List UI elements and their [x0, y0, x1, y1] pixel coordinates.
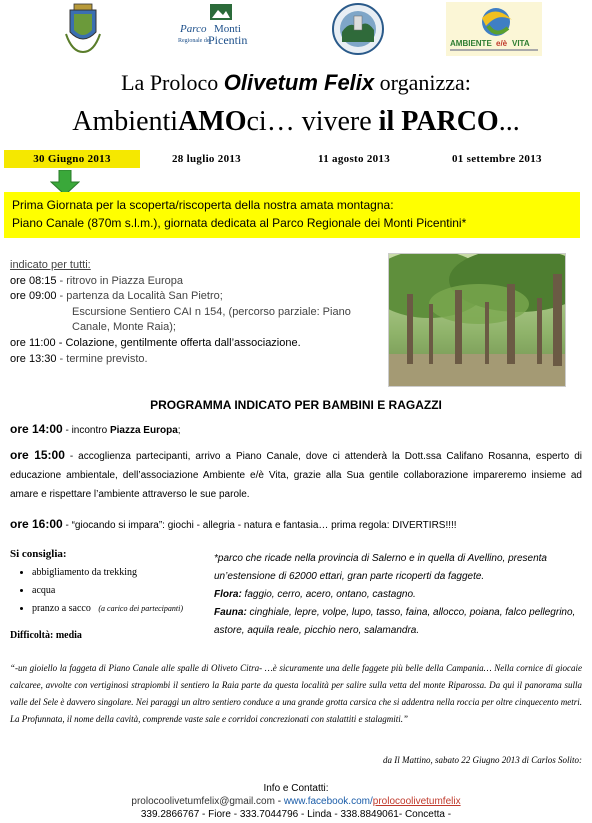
svg-text:AMBIENTE: AMBIENTE — [450, 39, 492, 48]
schedule-list — [10, 258, 382, 367]
advice-header: Si consiglia: — [10, 548, 67, 560]
schedule-row: ore 09:00 - partenza da Località San Pietro; — [10, 290, 223, 303]
circular-seal-logo — [330, 2, 386, 56]
park-note: *parco che ricade nella provincia di Salerno e in quella di Avellino, presenta un’estensione di 62000 ettari, gran parte ricoperti da faggete. Flora: faggio, cerro, acero, ontano, castagno. Fauna: cinghiale, lepre, volpe, lupo, tasso, faina, allocco, poiana, falco pellegrino, astore, aquila reale, picchio nero, salamandra. — [214, 553, 576, 636]
svg-text:VITA: VITA — [512, 39, 530, 48]
schedule-row: Escursione Sentiero CAI n 154, (percorso parziale: Piano — [72, 305, 351, 318]
headline-event-title: AmbientiAMOci… vivere il PARCO... — [72, 106, 520, 137]
difficulty-level: Difficoltà: media — [10, 630, 82, 641]
intro-line-2: Piano Canale (870m s.l.m.), giornata dedicata al Parco Regionale dei Monti Picentini* — [12, 216, 467, 230]
contacts-title: Info e Contatti: — [263, 783, 329, 794]
intro-line-1: Prima Giornata per la scoperta/riscoperta della nostra amata montagna: — [12, 198, 394, 212]
advice-section — [10, 548, 210, 618]
schedule-row: ore 13:30 - termine previsto. — [10, 352, 148, 365]
event-dates — [0, 150, 592, 170]
svg-text:Regionale dei: Regionale dei — [178, 38, 212, 44]
advice-item: • pranzo a sacco (a carico dei partecipanti) — [32, 600, 210, 618]
email-link[interactable]: prolocoolivetumfelix@gmail.com — [131, 796, 275, 807]
program-title: PROGRAMMA INDICATO PER BAMBINI E RAGAZZI — [150, 398, 442, 412]
ambiente-e-vita-logo — [446, 2, 542, 56]
svg-text:Picentini: Picentini — [208, 33, 248, 47]
schedule-header: indicato per tutti: — [10, 259, 91, 271]
contacts-section: Info e Contatti: prolocoolivetumfelix@gmail.com - www.facebook.com/prolocoolivetumfelix 339.2866767 - Fiore - 333.7044796 - Linda - 338.8849061- Concetta - — [0, 782, 592, 821]
intro-highlight-box — [4, 192, 580, 238]
schedule-row: Canale, Monte Raia); — [72, 321, 176, 334]
date-item: 11 agosto 2013 — [318, 153, 391, 165]
headline-organizer: La Proloco Olivetum Felix organizza: — [121, 70, 471, 95]
advice-item: • acqua — [32, 582, 210, 600]
newspaper-quote: “-un gioiello la faggeta di Piano Canale alle spalle di Oliveto Citra- …è sicuramente una delle faggete più belle della Campania… Nella cornice di giocaie calcaree, avvolte con vertiginosi strapiombi il sentiero la Raia parte da questa località per salire sulla vetta del monte Riparossa. Da qui il panorama sulla valle del Sele è davvero singolare. Nei paraggi un altro sentiero conduce a una grande grotta carsica che si addentra nella roccia per oltre cinquecento metri. La Profunnata, il nome della cavità, comprende vaste sale e corridoi concrezionati con stalattiti e stalagmiti.” — [10, 663, 582, 724]
program-item: ore 16:00 - “giocando si impara”: giochi - allegria - natura e fantasia… prima regola: DIVERTIRS!!!! — [10, 517, 457, 531]
phone-numbers: 339.2866767 - Fiore - 333.7044796 - Linda - 338.8849061- Concetta - — [140, 809, 452, 820]
beech-forest-photo — [388, 253, 566, 387]
schedule-row: ore 08:15 - ritrovo in Piazza Europa — [10, 274, 184, 287]
monti-logo-text: Monti — [214, 23, 241, 35]
advice-list — [10, 564, 210, 618]
svg-text:e/è: e/è — [496, 39, 508, 48]
advice-item: • abbigliamento da trekking — [32, 564, 210, 582]
schedule-row: ore 11:00 - Colazione, gentilmente offerta dall’associazione. — [10, 336, 301, 349]
brand-name: Olivetum Felix — [223, 70, 375, 95]
quote-source: da Il Mattino, sabato 22 Giugno 2013 di Carlos Solito: — [382, 755, 582, 765]
program-item: ore 15:00 - accoglienza partecipanti, arrivo a Piano Canale, dove ci attenderà la Dott.ssa Califano Rosanna, esperto di educazione ambientale, dell’associazione Ambiente e/è Vita, grazie alla Sua gentile collaborazione impareremo insieme ad amare e rispettare l’ambiente attraverso le sue parole. — [10, 448, 582, 500]
date-highlighted: 30 Giugno 2013 — [4, 150, 140, 168]
facebook-link[interactable]: www.facebook.com/prolocoolivetumfelix — [283, 796, 461, 807]
date-item: 28 luglio 2013 — [172, 153, 241, 165]
program-item: ore 14:00 - incontro Piazza Europa; — [10, 422, 181, 436]
comune-crest-logo — [62, 2, 104, 56]
parco-logo-text: Parco — [180, 23, 207, 35]
date-item: 01 settembre 2013 — [452, 153, 542, 165]
parco-monti-picentini-logo — [178, 2, 248, 56]
